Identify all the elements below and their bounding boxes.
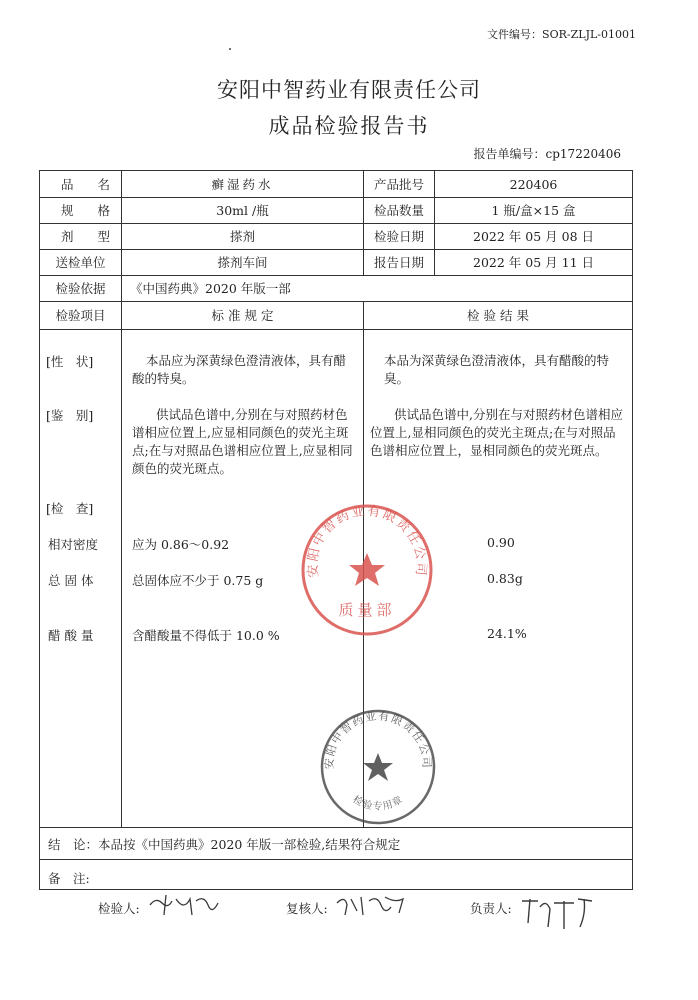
appearance-label: [性 状] <box>46 354 94 369</box>
responsible-label: 负责人: <box>470 901 512 916</box>
inspection-seal-ring-text: 安阳中智药业有限责任公司 <box>323 710 433 770</box>
row-divider <box>40 827 632 828</box>
company-name: 安阳中智药业有限责任公司 <box>217 78 481 102</box>
result-header: 检 验 结 果 <box>467 308 529 323</box>
form-label: 剂 型 <box>61 229 120 244</box>
identification-standard: 供试品色谱中,分别在与对照药材色谱相应位置上,应显相同颜色的荧光主斑点;在与对照品色谱相应位置上,应显相同颜色的荧光斑点。 <box>132 407 353 476</box>
dept-label: 送检单位 <box>55 255 106 270</box>
quality-seal-ring-text: 安阳中智药业有限责任公司 <box>304 503 430 579</box>
product-name-value: 癣湿药水 <box>211 177 274 192</box>
quantity-label: 检品数量 <box>373 203 424 218</box>
item-header: 检验项目 <box>55 308 106 323</box>
identification-label: [鉴 别] <box>46 408 94 423</box>
basis-label: 检验依据 <box>55 281 106 296</box>
solids-label: 总 固 体 <box>48 573 94 588</box>
identification-result: 供试品色谱中,分别在与对照药材色谱相应位置上,显相同颜色的荧光主斑点;在与对照品色谱相应位置上，显相同颜色的荧光斑点。 <box>370 407 623 458</box>
density-standard: 应为 0.86～0.92 <box>132 537 230 552</box>
file-number: 文件编号：SOR-ZLJL-01001 <box>487 28 636 41</box>
responsible-signature <box>518 893 598 933</box>
report-number: 报告单编号：cp17220406 <box>473 147 621 161</box>
test-date-value: 2022 年 05 月 08 日 <box>473 229 594 244</box>
acetic-result: 24.1% <box>487 626 527 641</box>
test-date-label: 检验日期 <box>373 229 424 244</box>
batch-value: 220406 <box>509 176 558 192</box>
check-label: [检 查] <box>46 501 94 516</box>
basis-value: 《中国药典》2020 年版一部 <box>130 281 291 296</box>
report-date-label: 报告日期 <box>373 255 424 270</box>
batch-label: 产品批号 <box>373 177 424 192</box>
density-label: 相对密度 <box>48 537 99 552</box>
quality-dept-seal <box>300 503 434 637</box>
solids-result: 0.83g <box>487 571 523 586</box>
inspection-seal <box>318 707 438 827</box>
row-divider <box>40 859 632 860</box>
inspector-label: 检验人: <box>98 901 140 916</box>
conclusion: 结 论：本品按《中国药典》2020 年版一部检验,结果符合规定 <box>48 837 401 852</box>
spec-label: 规 格 <box>61 203 120 218</box>
standard-header: 标 准 规 定 <box>211 308 274 323</box>
dept-value: 搽剂车间 <box>217 255 268 270</box>
svg-text:检验专用章 <box>351 793 406 813</box>
remarks-label: 备 注: <box>48 871 90 886</box>
reviewer-label: 复核人: <box>286 901 328 916</box>
document-title: 成品检验报告书 <box>268 114 430 138</box>
quantity-value: 1 瓶/盒×15 盒 <box>491 203 576 218</box>
row-divider <box>40 329 632 330</box>
appearance-result: 本品为深黄绿色澄清液体，具有醋酸的特臭。 <box>384 353 610 386</box>
reviewer-signature <box>333 891 409 921</box>
inspector-signature <box>146 891 224 921</box>
form-value: 搽剂 <box>229 229 255 244</box>
quality-seal-dept-text: 质量部 <box>338 603 396 619</box>
spec-value: 30ml /瓶 <box>216 203 269 218</box>
acetic-label: 醋 酸 量 <box>48 628 94 643</box>
inspection-seal-sub-text: 检验专用章 <box>350 794 406 813</box>
solids-standard: 总固体应不少于 0.75 g <box>132 573 264 588</box>
product-name-label: 品 名 <box>61 177 120 192</box>
report-date-value: 2022 年 05 月 11 日 <box>473 255 594 270</box>
appearance-standard: 本品应为深黄绿色澄清液体，具有醋酸的特臭。 <box>132 353 347 386</box>
speck-mark <box>229 48 231 50</box>
acetic-standard: 含醋酸量不得低于 10.0 % <box>132 628 280 643</box>
density-result: 0.90 <box>487 535 515 550</box>
